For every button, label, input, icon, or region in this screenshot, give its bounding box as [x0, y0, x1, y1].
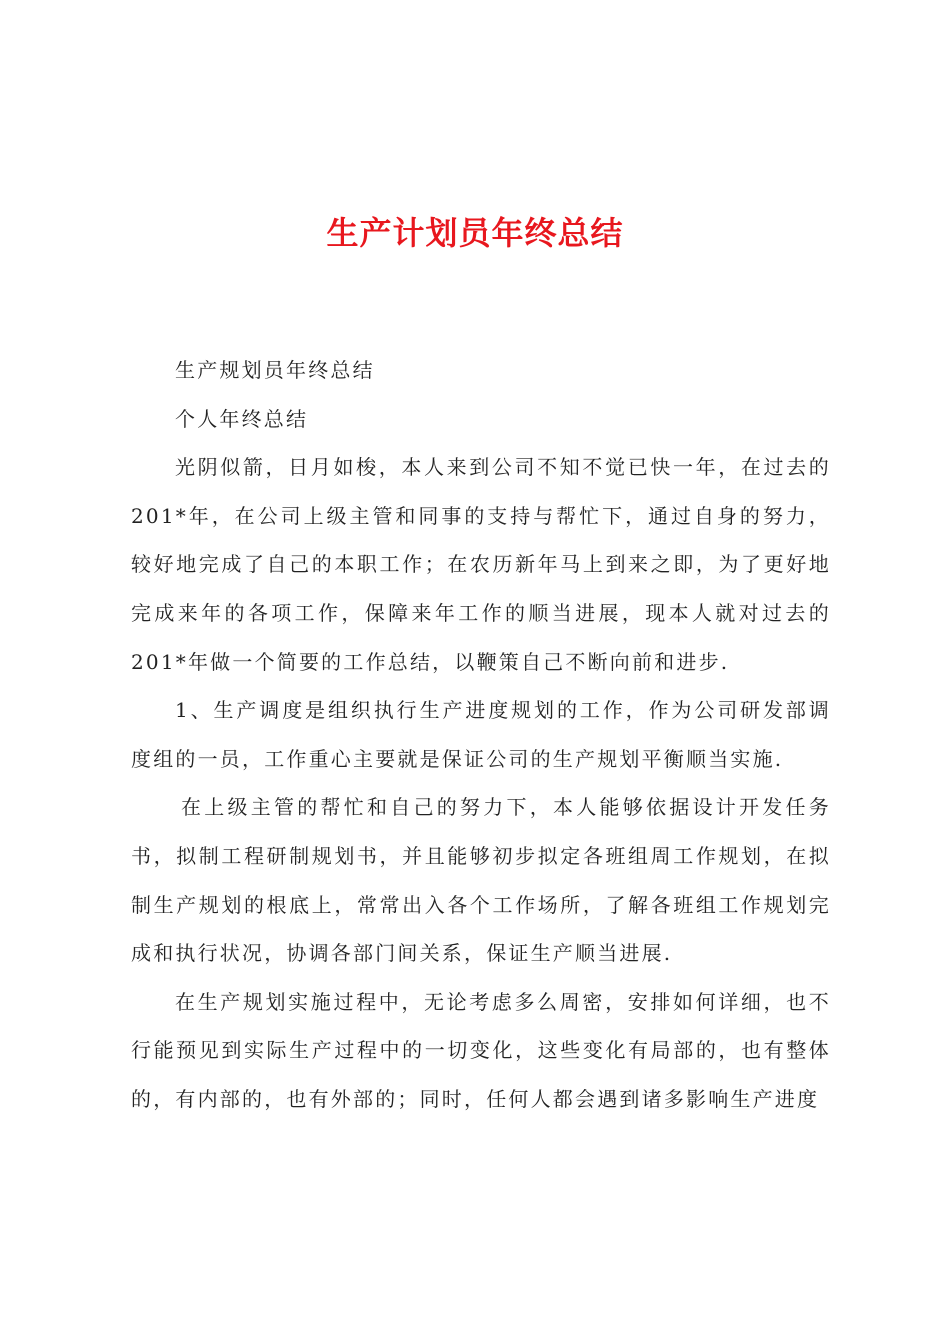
document-title: 生产计划员年终总结 [326, 214, 624, 252]
paragraph-planning: 在上级主管的帮忙和自己的努力下，本人能够依据设计开发任务书，拟制工程研制规划书，并且能够初步拟定各班组周工作规划，在拟制生产规划的根底上，常常出入各个工作场所，了解各班组工作规划完成和执行状况，协调各部门间关系，保证生产顺当进展. [131, 795, 831, 966]
paragraph-section-heading: 个人年终总结 [175, 406, 309, 431]
document-body [131, 346, 831, 1124]
paragraph-implementation: 在生产规划实施过程中，无论考虑多么周密，安排如何详细，也不行能预见到实际生产过程中的一切变化，这些变化有局部的，也有整体的，有内部的，也有外部的；同时，任何人都会遇到诸多影响生产进度 [131, 989, 831, 1111]
paragraph-intro: 光阴似箭，日月如梭，本人来到公司不知不觉已快一年，在过去的201*年，在公司上级主管和同事的支持与帮忙下，通过自身的努力，较好地完成了自己的本职工作；在农历新年马上到来之即，为了更好地完成来年的各项工作，保障来年工作的顺当进展，现本人就对过去的201*年做一个简要的工作总结，以鞭策自己不断向前和进步. [131, 455, 831, 674]
paragraph-subtitle: 生产规划员年终总结 [175, 358, 375, 382]
paragraph-item-1: 1、生产调度是组织执行生产进度规划的工作，作为公司研发部调度组的一员，工作重心主要就是保证公司的生产规划平衡顺当实施. [131, 698, 831, 771]
